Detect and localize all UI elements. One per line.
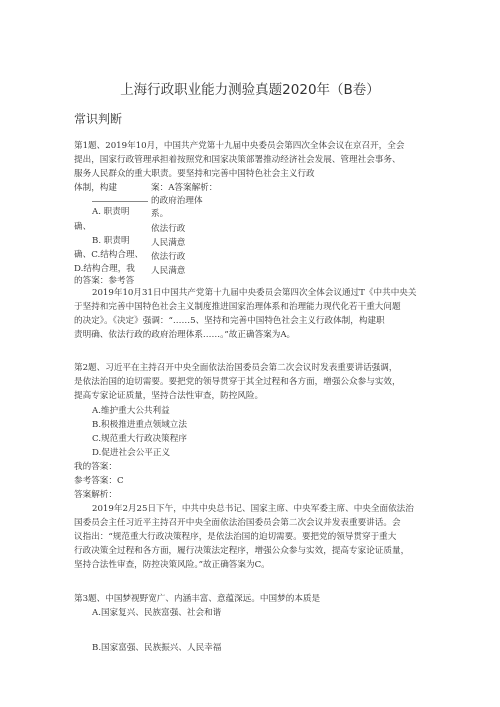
q1-right-col: 依法行政 — [151, 224, 186, 234]
q1-my-answer: 的答案：参考答 — [74, 276, 135, 286]
q2-option-b: B.积极推进重点领域立法 — [92, 420, 187, 430]
q2-text-line: 提高专家论证质量，坚持合法性审查，防控风险。 — [74, 391, 264, 401]
q1-option-b: B. 职责明 — [92, 236, 130, 246]
q3-question: 第3题、中国梦视野宽广、内涵丰富、意蕴深远。中国梦的本质是 — [74, 594, 321, 604]
q1-right-col: 依法行政 — [151, 252, 186, 262]
page-title: 上海行政职业能力测验真题2020年（B卷） — [120, 82, 380, 98]
q1-analysis-line: 的决定》。《决定》强调：“……5、坚持和完善中国特色社会主义行政体制，构建职 — [74, 316, 385, 326]
q2-my-answer: 我的答案： — [74, 462, 117, 472]
blank-line — [92, 201, 148, 202]
q1-option-a: A. 职责明 — [92, 207, 130, 217]
q2-option-d: D.促进社会公平正义 — [92, 448, 171, 458]
q1-analysis-line: 2019年10月31日中国共产党第十九届中央委员会第四次全体会议通过T《中共中央关 — [92, 288, 417, 298]
q1-text-line: 服务人民群众的重大职责。要坚持和完善中国特色社会主义行政 — [74, 169, 315, 179]
q1-right-col: 的政府治理体 — [151, 196, 203, 206]
q2-analysis-line: 2019年2月25日下午，中共中央总书记、国家主席、中央军委主席、中央全面依法治 — [92, 504, 414, 514]
q2-analysis-line: 行政决策全过程和各方面，履行决策法定程序，增强公众参与实效，提高专家论证质量， — [74, 546, 410, 556]
q2-analysis-line: 坚持合法性审查，防控决策风险。”故正确答案为C。 — [74, 560, 270, 570]
q1-text-line: 提出，国家行政管理承担着按照党和国家决策部署推动经济社会发展、管理社会事务、 — [74, 155, 401, 165]
q1-option-a-cont: 确、 — [74, 222, 92, 232]
q2-option-a: A.维护重大公共利益 — [92, 406, 170, 416]
q1-analysis-line: 责明确、依法行政的政府治理体系……。”故正确答案为A。 — [74, 330, 296, 340]
q1-right-col: 人民满意 — [151, 238, 186, 248]
q3-option-a: A.国家复兴、民族富强、社会和谐 — [92, 608, 222, 618]
q1-option-d: D.结构合理，我 — [74, 264, 135, 274]
q3-option-b: B.国家富强、民族振兴、人民幸福 — [92, 643, 222, 653]
q1-option-c: 确、C.结构合理、 — [74, 250, 144, 260]
q2-analysis-label: 答案解析： — [74, 490, 117, 500]
q1-right-col: 案：A答案解析： — [151, 183, 218, 193]
section-heading: 常识判断 — [74, 112, 123, 126]
q1-left-col: 体制，构建 — [74, 183, 117, 193]
q2-text-line: 是依法治国的迫切需要。要把党的领导贯穿于其全过程和各方面，增强公众参与实效， — [74, 377, 401, 387]
q2-text-line: 第2题、习近平在主持召开中央全面依法治国委员会第二次会议时发表重要讲话强调， — [74, 363, 398, 373]
q2-reference-answer: 参考答案：C — [74, 476, 124, 486]
q2-option-c: C.规范重大行政决策程序 — [92, 434, 187, 444]
q1-right-col: 人民满意 — [151, 266, 186, 276]
q1-right-col: 系。 — [151, 209, 169, 219]
q1-analysis-line: 于坚持和完善中国特色社会主义制度推进国家治理体系和治理能力现代化若干重大问题 — [74, 302, 401, 312]
q1-text-line: 第1题、2019年10月，中国共产党第十九届中央委员会第四次全体会议在京召开，全会 — [74, 141, 405, 151]
q2-analysis-line: 国委员会主任习近平主持召开中央全面依法治国委员会第二次会议并发表重要讲话。会 — [74, 518, 401, 528]
q2-analysis-line: 议指出：“规范重大行政决策程序，是依法治国的迫切需要。要把党的领导贯穿于重大 — [74, 532, 397, 542]
